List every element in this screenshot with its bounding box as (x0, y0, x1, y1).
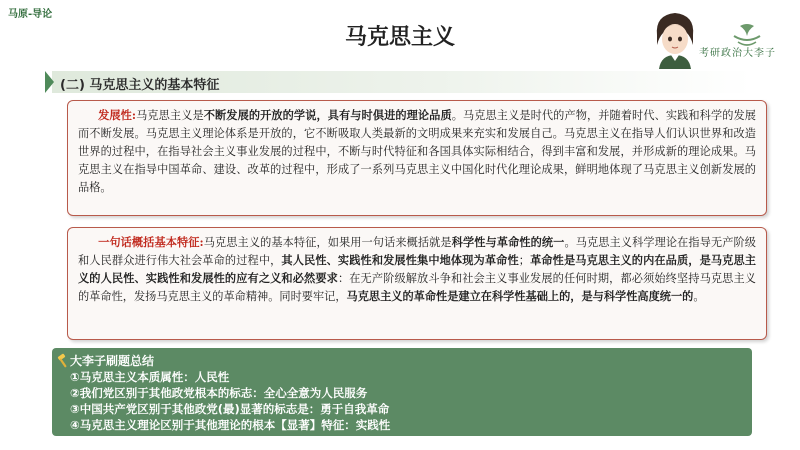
card-text: ：在无产阶级解放斗争和社会主义事业发展的任何时期，都必须始终坚持马克思主义的革命性，发扬马克思主义的革命精神。同时要牢记， (78, 272, 756, 303)
avatar-icon (651, 9, 699, 69)
section-marker-icon (45, 71, 54, 93)
page-title: 马克思主义 (344, 25, 455, 50)
summary-item: ②我们党区别于其他政党根本的标志：全心全意为人民服务 (70, 386, 368, 400)
card-bold: 革命性是马克思主义的内在品质，是马克思主义的人民性、实践性和发展性的应有之义和必然要求 (78, 254, 756, 285)
card-text: ； (518, 254, 530, 267)
card-text: 。 (693, 290, 705, 303)
card-bold: 其人民性、实践性和发展性集中地体现为革命性 (281, 254, 519, 267)
card-text: 。马克思主义科学理论在指导无产阶级和人民群众进行伟大社会革命的过程中， (78, 236, 756, 267)
card-text: 。马克思主义是时代的产物，并随着时代、实践和科学的发展而不断发展。马克思主义理论体系是开放的，它不断吸取人类最新的文明成果来充实和发展自己。马克思主义在指导人们认识世界和改造世界的过程中，在指导社会主义事业发展的过程中，不断与时代特征和各国具体实际相结合，得到丰富和发展，并形成新的理论成果。马克思主义在指导中国革命、建设、改革的过程中，形成了一系列马克思主义中国化时代化理论成果，鲜明地体现了马克思主义创新发展的品格。 (78, 109, 756, 194)
summary-feature-card (67, 227, 767, 340)
brand-text: 考研政治大李子 (699, 48, 776, 59)
section-header (52, 71, 752, 93)
development-card (67, 100, 767, 216)
summary-item: ④马克思主义理论区别于其他理论的根本【显著】特征：实践性 (70, 418, 391, 432)
card-lead: 一句话概括基本特征: (98, 235, 204, 249)
card-bold: 科学性与革命性的统一 (451, 236, 565, 249)
card-bold: 马克思主义的革命性是建立在科学性基础上的，是与科学性高度统一的 (346, 290, 694, 303)
card-bold: 不断发展的开放的学说，具有与时俱进的理论品质 (203, 109, 452, 122)
summary-item: ①马克思主义本质属性：人民性 (70, 370, 230, 384)
summary-title: 大李子刷题总结 (70, 354, 155, 368)
summary-item: ③中国共产党区别于其他政党(最)显著的标志是：勇于自我革命 (70, 402, 390, 416)
card-text: 马克思主义是 (136, 109, 204, 122)
course-tag: 马原-导论 (8, 9, 53, 20)
exam-summary-panel (52, 348, 752, 436)
card-lead: 发展性: (98, 108, 137, 122)
section-title: (二) 马克思主义的基本特征 (60, 78, 220, 93)
summary-list (70, 369, 390, 433)
card-text: 马克思主义的基本特征，如果用一句话来概括就是 (203, 236, 452, 249)
